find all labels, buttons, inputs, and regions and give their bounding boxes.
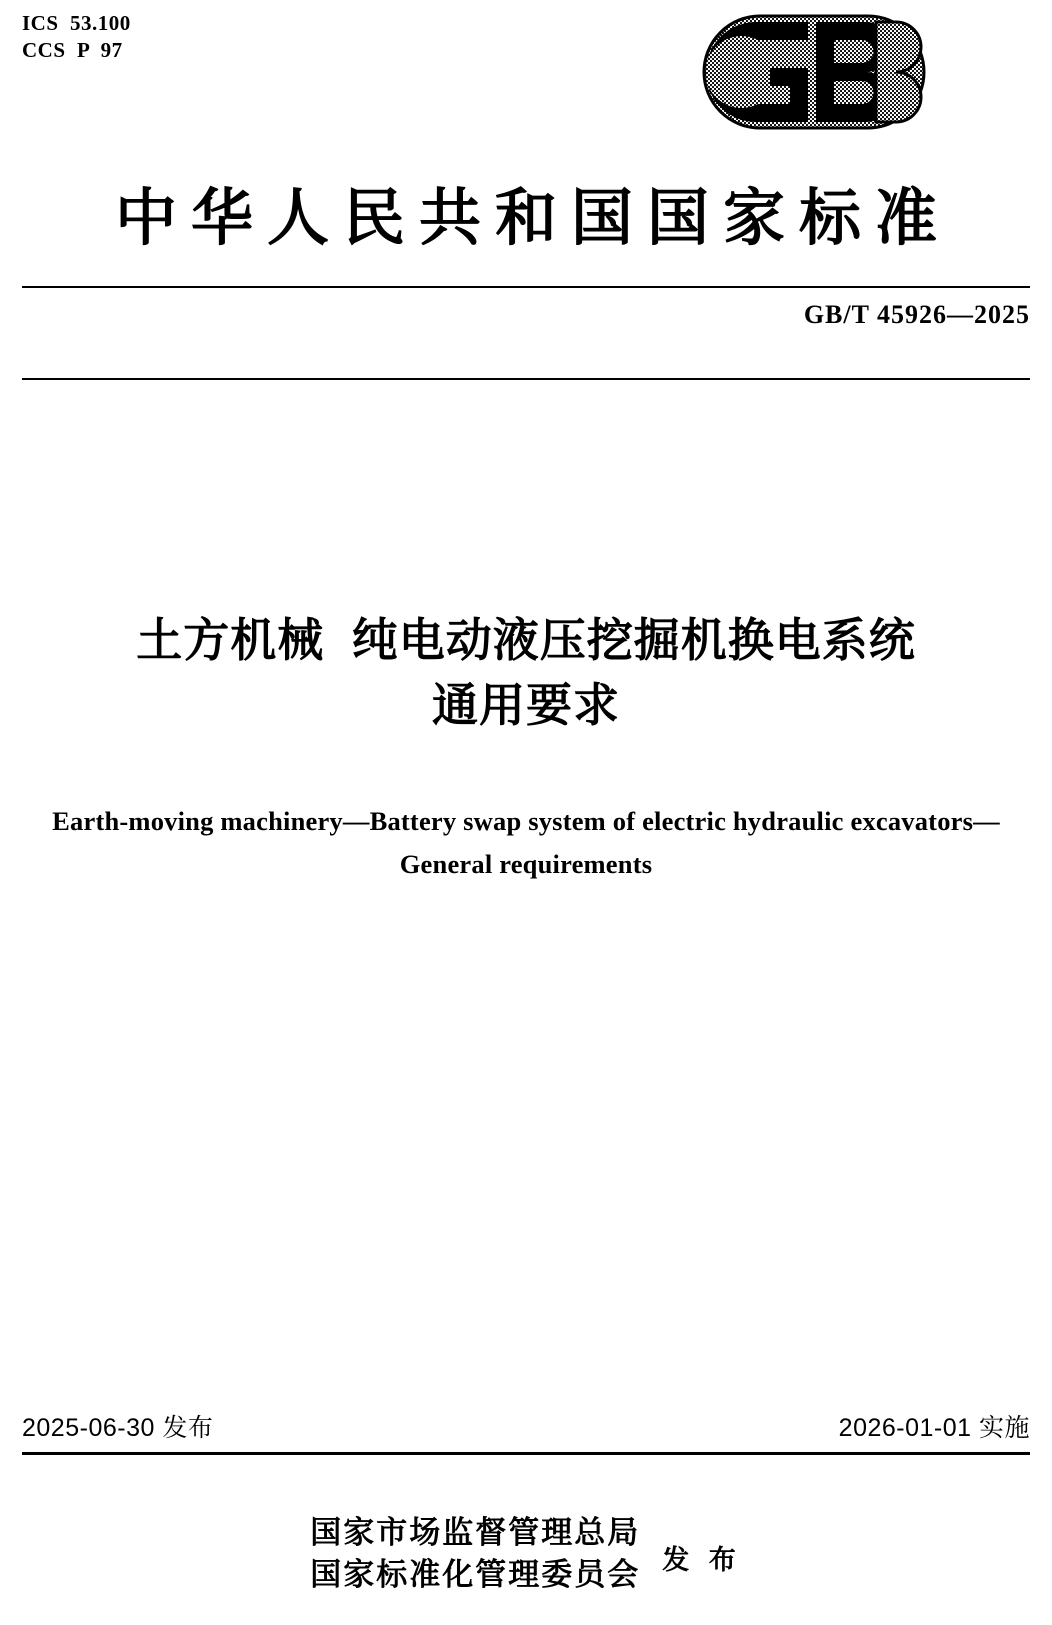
issuer-line-1: 国家市场监督管理总局 [310, 1515, 641, 1550]
classification-codes [22, 10, 131, 64]
divider-below-number [22, 378, 1030, 380]
issuer-line-2: 国家标准化管理委员会 [310, 1556, 641, 1592]
national-standard-title: 中华人民共和国国家标准 [114, 184, 951, 253]
document-title-en-line1: Earth-moving machinery—Battery swap system of electric hydraulic excavators— [52, 806, 1000, 836]
document-title-en [0, 800, 1052, 886]
gb-logo [690, 12, 940, 132]
divider-top [22, 286, 1030, 288]
issuer-names [310, 1512, 640, 1596]
implementation-date: 2026-01-01 实施 [838, 1414, 1030, 1442]
document-title-cn-line2: 通用要求 [432, 679, 620, 732]
publication-date: 2025-06-30 发布 [22, 1414, 214, 1442]
standard-number: GB/T 45926—2025 [803, 300, 1030, 329]
ccs-code: CCS P 97 [22, 37, 123, 62]
ics-code: ICS 53.100 [22, 11, 131, 35]
divider-bottom [22, 1452, 1030, 1455]
document-title-en-line2: General requirements [399, 848, 653, 879]
document-title-cn-line1: 土方机械 纯电动液压挖掘机换电系统 [136, 614, 916, 666]
document-title-cn [0, 608, 1052, 739]
issue-verb: 发 布 [662, 1545, 742, 1576]
issuer-block [0, 1512, 1052, 1596]
